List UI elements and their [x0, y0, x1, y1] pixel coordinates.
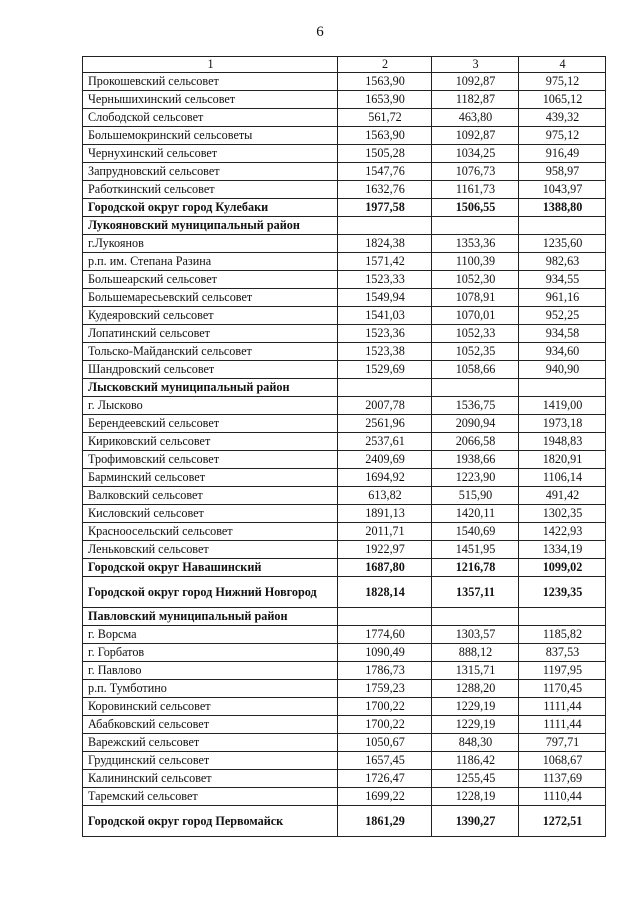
municipality-name-cell: Калининский сельсовет — [83, 770, 338, 788]
table-row — [83, 487, 606, 505]
value-cell: 1235,60 — [519, 235, 606, 253]
value-cell: 439,32 — [519, 109, 606, 127]
table-row — [83, 523, 606, 541]
municipality-name-cell: Шандровский сельсовет — [83, 361, 338, 379]
value-cell: 1506,55 — [432, 199, 519, 217]
municipality-name-cell: Абабковский сельсовет — [83, 716, 338, 734]
value-cell: 1315,71 — [432, 662, 519, 680]
municipality-name-cell: Большеарский сельсовет — [83, 271, 338, 289]
value-cell: 1820,91 — [519, 451, 606, 469]
value-cell: 1759,23 — [338, 680, 432, 698]
value-cell — [432, 379, 519, 397]
table-row — [83, 235, 606, 253]
value-cell: 1092,87 — [432, 73, 519, 91]
value-cell: 1828,14 — [338, 577, 432, 608]
value-cell: 1948,83 — [519, 433, 606, 451]
value-cell: 1334,19 — [519, 541, 606, 559]
value-cell: 1303,57 — [432, 626, 519, 644]
municipality-name-cell: г. Горбатов — [83, 644, 338, 662]
value-cell: 940,90 — [519, 361, 606, 379]
value-cell: 1529,69 — [338, 361, 432, 379]
value-cell: 1523,33 — [338, 271, 432, 289]
table-row — [83, 109, 606, 127]
value-cell: 961,16 — [519, 289, 606, 307]
value-cell: 1861,29 — [338, 806, 432, 837]
value-cell: 1043,97 — [519, 181, 606, 199]
value-cell: 1255,45 — [432, 770, 519, 788]
value-cell: 2537,61 — [338, 433, 432, 451]
value-cell — [519, 217, 606, 235]
value-cell: 1106,14 — [519, 469, 606, 487]
table-row — [83, 770, 606, 788]
value-cell: 797,71 — [519, 734, 606, 752]
table-row — [83, 734, 606, 752]
table-row — [83, 289, 606, 307]
value-cell: 1182,87 — [432, 91, 519, 109]
municipality-name-cell: Городской округ город Первомайск — [83, 806, 338, 837]
table-row — [83, 361, 606, 379]
value-cell: 1185,82 — [519, 626, 606, 644]
table-row — [83, 433, 606, 451]
value-cell: 1229,19 — [432, 716, 519, 734]
value-cell: 1547,76 — [338, 163, 432, 181]
value-cell: 1090,49 — [338, 644, 432, 662]
table-row — [83, 451, 606, 469]
value-cell: 1922,97 — [338, 541, 432, 559]
municipality-name-cell: Валковский сельсовет — [83, 487, 338, 505]
municipality-name-cell: р.п. Тумботино — [83, 680, 338, 698]
municipality-name-cell: Чернухинский сельсовет — [83, 145, 338, 163]
value-cell: 515,90 — [432, 487, 519, 505]
value-cell: 1111,44 — [519, 716, 606, 734]
value-cell: 848,30 — [432, 734, 519, 752]
value-cell: 1110,44 — [519, 788, 606, 806]
value-cell: 1078,91 — [432, 289, 519, 307]
value-cell: 1239,35 — [519, 577, 606, 608]
value-cell: 1451,95 — [432, 541, 519, 559]
table-row — [83, 644, 606, 662]
table-row — [83, 379, 606, 397]
value-cell: 837,53 — [519, 644, 606, 662]
value-cell: 916,49 — [519, 145, 606, 163]
value-cell: 982,63 — [519, 253, 606, 271]
value-cell: 1891,13 — [338, 505, 432, 523]
value-cell: 1065,12 — [519, 91, 606, 109]
value-cell: 1070,01 — [432, 307, 519, 325]
value-cell: 1419,00 — [519, 397, 606, 415]
municipality-name-cell: Большемокринский сельсоветы — [83, 127, 338, 145]
table-row — [83, 716, 606, 734]
table-row — [83, 698, 606, 716]
table-row — [83, 415, 606, 433]
value-cell: 1052,33 — [432, 325, 519, 343]
table-row — [83, 307, 606, 325]
municipality-name-cell: Кудеяровский сельсовет — [83, 307, 338, 325]
municipality-name-cell: Лукояновский муниципальный район — [83, 217, 338, 235]
municipality-name-cell: Большемаресьевский сельсовет — [83, 289, 338, 307]
municipality-name-cell: г.Лукоянов — [83, 235, 338, 253]
municipality-name-cell: Кириковский сельсовет — [83, 433, 338, 451]
value-cell: 463,80 — [432, 109, 519, 127]
value-cell: 1977,58 — [338, 199, 432, 217]
value-cell: 1052,35 — [432, 343, 519, 361]
municipality-name-cell: Работкинский сельсовет — [83, 181, 338, 199]
value-cell: 1540,69 — [432, 523, 519, 541]
table-row — [83, 662, 606, 680]
value-cell: 1657,45 — [338, 752, 432, 770]
value-cell: 1938,66 — [432, 451, 519, 469]
table-row — [83, 608, 606, 626]
value-cell: 2090,94 — [432, 415, 519, 433]
value-cell: 561,72 — [338, 109, 432, 127]
value-cell: 1653,90 — [338, 91, 432, 109]
table-row — [83, 806, 606, 837]
value-cell: 1422,93 — [519, 523, 606, 541]
value-cell: 1068,67 — [519, 752, 606, 770]
value-cell: 952,25 — [519, 307, 606, 325]
value-cell: 2409,69 — [338, 451, 432, 469]
value-cell: 1076,73 — [432, 163, 519, 181]
table-row — [83, 343, 606, 361]
table-row — [83, 253, 606, 271]
value-cell: 2011,71 — [338, 523, 432, 541]
table-row — [83, 163, 606, 181]
table-row — [83, 217, 606, 235]
value-cell: 1058,66 — [432, 361, 519, 379]
value-cell: 1523,38 — [338, 343, 432, 361]
municipality-name-cell: г. Лысково — [83, 397, 338, 415]
value-cell: 934,55 — [519, 271, 606, 289]
table-row — [83, 127, 606, 145]
value-cell: 2066,58 — [432, 433, 519, 451]
value-cell: 934,60 — [519, 343, 606, 361]
value-cell: 2561,96 — [338, 415, 432, 433]
value-cell: 1272,51 — [519, 806, 606, 837]
table-header-row — [83, 57, 606, 73]
table-row — [83, 73, 606, 91]
value-cell: 1390,27 — [432, 806, 519, 837]
column-header: 3 — [432, 57, 519, 73]
municipality-name-cell: Павловский муниципальный район — [83, 608, 338, 626]
table-row — [83, 325, 606, 343]
municipality-name-cell: Берендеевский сельсовет — [83, 415, 338, 433]
page-number: 6 — [316, 24, 324, 40]
table-row — [83, 271, 606, 289]
value-cell: 1420,11 — [432, 505, 519, 523]
value-cell: 1302,35 — [519, 505, 606, 523]
data-table — [82, 56, 606, 837]
municipality-name-cell: Запрудновский сельсовет — [83, 163, 338, 181]
municipality-name-cell: Чернышихинский сельсовет — [83, 91, 338, 109]
municipality-name-cell: Коровинский сельсовет — [83, 698, 338, 716]
table-row — [83, 145, 606, 163]
value-cell: 491,42 — [519, 487, 606, 505]
column-header: 1 — [83, 57, 338, 73]
value-cell: 1034,25 — [432, 145, 519, 163]
municipality-name-cell: Слободской сельсовет — [83, 109, 338, 127]
value-cell: 1700,22 — [338, 716, 432, 734]
value-cell: 1699,22 — [338, 788, 432, 806]
value-cell: 888,12 — [432, 644, 519, 662]
municipality-name-cell: Барминский сельсовет — [83, 469, 338, 487]
value-cell: 1170,45 — [519, 680, 606, 698]
value-cell: 1216,78 — [432, 559, 519, 577]
municipality-name-cell: р.п. им. Степана Разина — [83, 253, 338, 271]
value-cell: 1700,22 — [338, 698, 432, 716]
value-cell: 1563,90 — [338, 127, 432, 145]
value-cell: 2007,78 — [338, 397, 432, 415]
value-cell: 1228,19 — [432, 788, 519, 806]
municipality-name-cell: Таремский сельсовет — [83, 788, 338, 806]
value-cell — [519, 608, 606, 626]
value-cell — [338, 608, 432, 626]
table-row — [83, 559, 606, 577]
table-row — [83, 626, 606, 644]
value-cell: 934,58 — [519, 325, 606, 343]
value-cell: 1229,19 — [432, 698, 519, 716]
value-cell: 1774,60 — [338, 626, 432, 644]
municipality-name-cell: Кисловский сельсовет — [83, 505, 338, 523]
value-cell: 1161,73 — [432, 181, 519, 199]
value-cell: 1099,02 — [519, 559, 606, 577]
value-cell: 1536,75 — [432, 397, 519, 415]
value-cell: 1549,94 — [338, 289, 432, 307]
value-cell: 1571,42 — [338, 253, 432, 271]
municipality-name-cell: Леньковский сельсовет — [83, 541, 338, 559]
table-row — [83, 469, 606, 487]
value-cell — [338, 217, 432, 235]
table-row — [83, 541, 606, 559]
value-cell: 1052,30 — [432, 271, 519, 289]
value-cell: 1786,73 — [338, 662, 432, 680]
municipality-name-cell: Прокошевский сельсовет — [83, 73, 338, 91]
municipality-name-cell: Городской округ город Нижний Новгород — [83, 577, 338, 608]
municipality-name-cell: г. Павлово — [83, 662, 338, 680]
value-cell: 975,12 — [519, 73, 606, 91]
value-cell: 1687,80 — [338, 559, 432, 577]
municipality-name-cell: Красноосельский сельсовет — [83, 523, 338, 541]
value-cell: 1726,47 — [338, 770, 432, 788]
value-cell: 1288,20 — [432, 680, 519, 698]
table-row — [83, 680, 606, 698]
table-row — [83, 91, 606, 109]
table-row — [83, 397, 606, 415]
value-cell: 958,97 — [519, 163, 606, 181]
value-cell: 1694,92 — [338, 469, 432, 487]
table-row — [83, 577, 606, 608]
value-cell: 1388,80 — [519, 199, 606, 217]
table-row — [83, 788, 606, 806]
table-row — [83, 505, 606, 523]
value-cell: 1137,69 — [519, 770, 606, 788]
value-cell: 1223,90 — [432, 469, 519, 487]
value-cell: 1111,44 — [519, 698, 606, 716]
municipality-name-cell: Грудцинский сельсовет — [83, 752, 338, 770]
value-cell: 1100,39 — [432, 253, 519, 271]
value-cell: 1632,76 — [338, 181, 432, 199]
municipality-name-cell: Городской округ Навашинский — [83, 559, 338, 577]
table-row — [83, 199, 606, 217]
value-cell: 613,82 — [338, 487, 432, 505]
value-cell — [432, 608, 519, 626]
value-cell: 1824,38 — [338, 235, 432, 253]
value-cell: 1563,90 — [338, 73, 432, 91]
value-cell: 1541,03 — [338, 307, 432, 325]
value-cell: 1973,18 — [519, 415, 606, 433]
value-cell: 1050,67 — [338, 734, 432, 752]
value-cell — [432, 217, 519, 235]
value-cell: 1092,87 — [432, 127, 519, 145]
municipality-name-cell: Лопатинский сельсовет — [83, 325, 338, 343]
table-row — [83, 752, 606, 770]
value-cell: 1357,11 — [432, 577, 519, 608]
value-cell: 1353,36 — [432, 235, 519, 253]
value-cell: 1523,36 — [338, 325, 432, 343]
municipality-name-cell: Трофимовский сельсовет — [83, 451, 338, 469]
table-row — [83, 181, 606, 199]
value-cell: 1197,95 — [519, 662, 606, 680]
municipality-name-cell: Лысковский муниципальный район — [83, 379, 338, 397]
municipality-name-cell: Варежский сельсовет — [83, 734, 338, 752]
value-cell: 975,12 — [519, 127, 606, 145]
municipality-name-cell: Городской округ город Кулебаки — [83, 199, 338, 217]
value-cell — [519, 379, 606, 397]
column-header: 4 — [519, 57, 606, 73]
value-cell: 1505,28 — [338, 145, 432, 163]
value-cell — [338, 379, 432, 397]
municipality-name-cell: Тольско-Майданский сельсовет — [83, 343, 338, 361]
value-cell: 1186,42 — [432, 752, 519, 770]
column-header: 2 — [338, 57, 432, 73]
municipality-name-cell: г. Ворсма — [83, 626, 338, 644]
